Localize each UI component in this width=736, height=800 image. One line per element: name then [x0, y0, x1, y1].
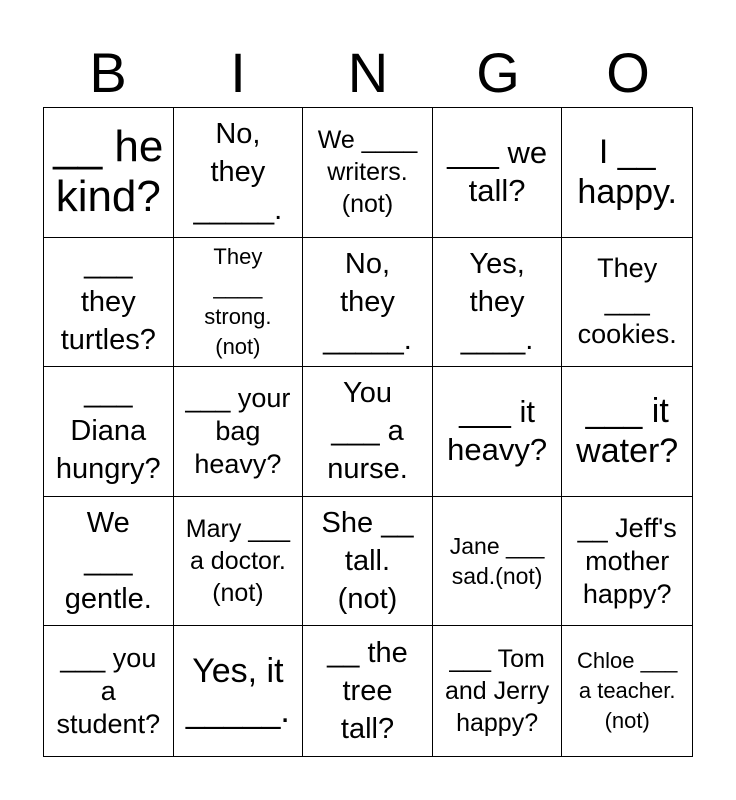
bingo-cell[interactable]: [303, 108, 433, 238]
cell-text: Yes, they ____.: [460, 247, 534, 356]
bingo-cell[interactable]: [433, 367, 563, 497]
cell-text: __ he kind?: [53, 122, 164, 222]
bingo-board: [43, 107, 693, 757]
header-letter-n: N: [347, 41, 389, 104]
header-letter-o: O: [606, 41, 650, 104]
cell-text: __ the tree tall?: [327, 637, 408, 746]
cell-text: Mary ___ a doctor. (not): [185, 515, 290, 608]
cell-text: __ Jeff's mother happy?: [577, 512, 677, 609]
cell-text: We ____ writers. (not): [317, 126, 418, 219]
cell-text: ___ your bag heavy?: [185, 382, 291, 479]
bingo-cell[interactable]: [303, 367, 433, 497]
cell-text: ___ Diana hungry?: [55, 377, 161, 486]
bingo-cell[interactable]: [44, 626, 174, 756]
bingo-cell[interactable]: [174, 238, 304, 368]
bingo-cell[interactable]: [44, 238, 174, 368]
bingo-cell[interactable]: [303, 238, 433, 368]
bingo-cell[interactable]: [174, 497, 304, 627]
cell-text: Chloe ___ a teacher. (not): [577, 648, 678, 734]
cell-text: I __ happy.: [577, 133, 677, 212]
cell-text: ___ you a student?: [56, 642, 161, 739]
cell-text: ___ it water?: [576, 392, 679, 471]
cell-text: They ____ strong. (not): [204, 243, 272, 359]
cell-text: ___ we tall?: [447, 135, 548, 209]
cell-text: Yes, it _____.: [185, 652, 290, 731]
bingo-cell[interactable]: [303, 497, 433, 627]
cell-text: Jane ___ sad.(not): [449, 533, 545, 590]
bingo-cell[interactable]: [562, 367, 692, 497]
bingo-cell[interactable]: [562, 626, 692, 756]
cell-text: She __ tall. (not): [321, 507, 414, 616]
bingo-cell[interactable]: [433, 497, 563, 627]
bingo-cell[interactable]: [44, 497, 174, 627]
bingo-cell[interactable]: [44, 367, 174, 497]
cell-text: No, they _____.: [323, 247, 412, 356]
bingo-header: [43, 42, 693, 104]
bingo-cell[interactable]: [303, 626, 433, 756]
bingo-cell[interactable]: [433, 238, 563, 368]
cell-text: ___ it heavy?: [447, 394, 548, 468]
bingo-cell[interactable]: [174, 367, 304, 497]
cell-text: ___ they turtles?: [60, 247, 156, 356]
bingo-cell[interactable]: [174, 626, 304, 756]
header-letter-g: G: [476, 41, 520, 104]
bingo-cell[interactable]: [174, 108, 304, 238]
cell-text: They ___ cookies.: [577, 253, 677, 350]
bingo-cell[interactable]: [433, 108, 563, 238]
cell-text: You ___ a nurse.: [327, 377, 408, 486]
bingo-cell[interactable]: [562, 497, 692, 627]
bingo-cell[interactable]: [562, 108, 692, 238]
cell-text: ___ Tom and Jerry happy?: [444, 645, 550, 738]
bingo-cell[interactable]: [562, 238, 692, 368]
cell-text: No, they _____.: [193, 118, 283, 227]
bingo-cell[interactable]: [433, 626, 563, 756]
header-letter-b: B: [89, 41, 127, 104]
bingo-cell[interactable]: [44, 108, 174, 238]
header-letter-i: I: [230, 41, 246, 104]
cell-text: We ___ gentle.: [64, 507, 152, 616]
